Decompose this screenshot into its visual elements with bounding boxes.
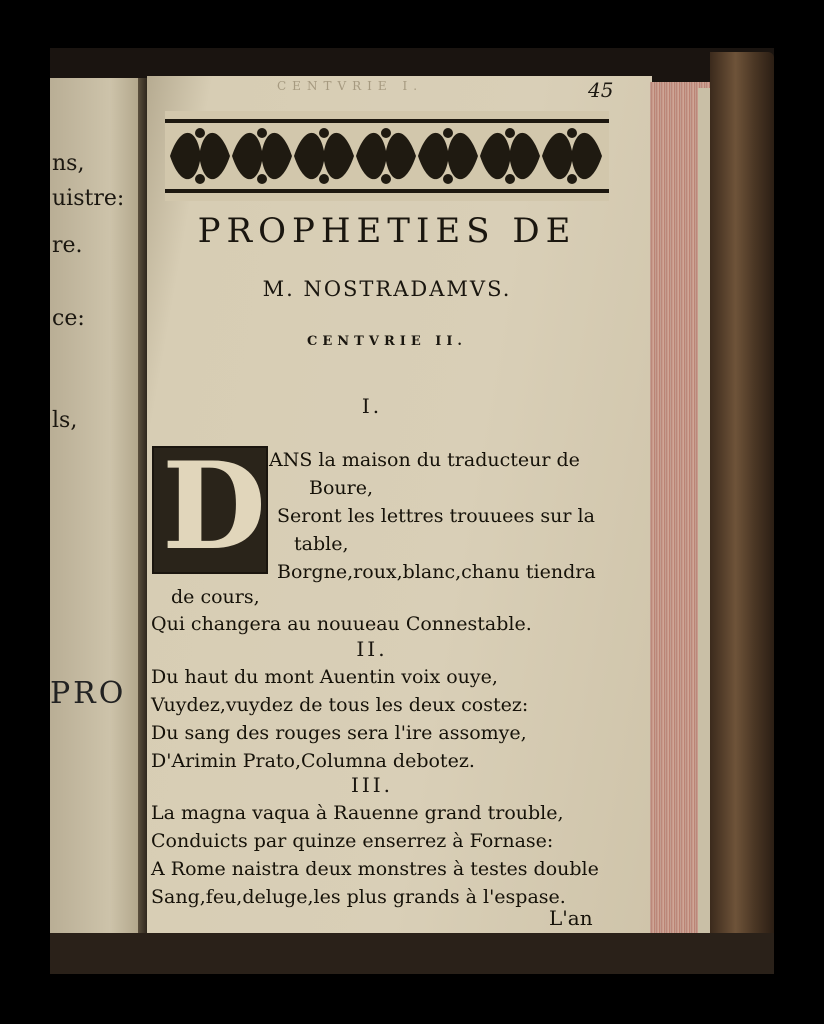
leather-cover bbox=[710, 52, 774, 967]
verse-line: Borgne,roux,blanc,chanu tiendra bbox=[277, 561, 596, 583]
bleed-through: CENTVRIE I. bbox=[277, 79, 424, 93]
catchword: L'an bbox=[549, 906, 593, 930]
verse-line: Conduicts par quinze enserrez à Fornase: bbox=[151, 830, 554, 852]
centurie-heading: CENTVRIE II. bbox=[307, 334, 467, 349]
verse-line: Sang,feu,deluge,les plus grands à l'espase. bbox=[151, 886, 566, 908]
dropcap bbox=[152, 436, 268, 577]
verse-line: La magna vaqua à Rauenne grand trouble, bbox=[151, 802, 564, 824]
left-fragment: ls, bbox=[52, 408, 78, 433]
quatrain-numeral: I. bbox=[361, 394, 383, 418]
left-fragment: ce: bbox=[52, 306, 85, 331]
verse-line: Vuydez,vuydez de tous les deux costez: bbox=[151, 694, 529, 716]
right-page bbox=[147, 76, 652, 946]
left-fragment: uistre: bbox=[52, 186, 125, 211]
quatrain-numeral: III. bbox=[350, 773, 394, 797]
dropcap-letter: D bbox=[162, 436, 267, 577]
verse-line: de cours, bbox=[171, 586, 260, 608]
bottom-shadow bbox=[50, 933, 774, 974]
verse-line: D'Arimin Prato,Columna debotez. bbox=[151, 750, 475, 772]
page-title: PROPHETIES DE bbox=[197, 211, 577, 251]
verse-line: ANS la maison du traducteur de bbox=[269, 449, 580, 471]
left-fragment: ns, bbox=[52, 151, 85, 176]
page-number: 45 bbox=[588, 78, 614, 102]
book-photo bbox=[50, 48, 774, 974]
left-fragment: re. bbox=[52, 233, 83, 258]
left-fragment-pro: PRO bbox=[50, 676, 127, 711]
verse-line: Du haut du mont Auentin voix ouye, bbox=[151, 666, 498, 688]
verse-line: Boure, bbox=[309, 477, 374, 499]
ornament-band bbox=[165, 111, 609, 201]
verse-line: table, bbox=[294, 533, 349, 555]
verse-line: Du sang des rouges sera l'ire assomye, bbox=[151, 722, 527, 744]
verse-line: A Rome naistra deux monstres à testes double bbox=[151, 858, 599, 880]
left-page bbox=[50, 78, 150, 933]
quatrain-numeral: II. bbox=[356, 637, 388, 661]
verse-line: Qui changera au nouueau Connestable. bbox=[151, 613, 532, 635]
verse-line: Seront les lettres trouuees sur la bbox=[277, 505, 595, 527]
page-subtitle: M. NOSTRADAMVS. bbox=[262, 277, 512, 301]
